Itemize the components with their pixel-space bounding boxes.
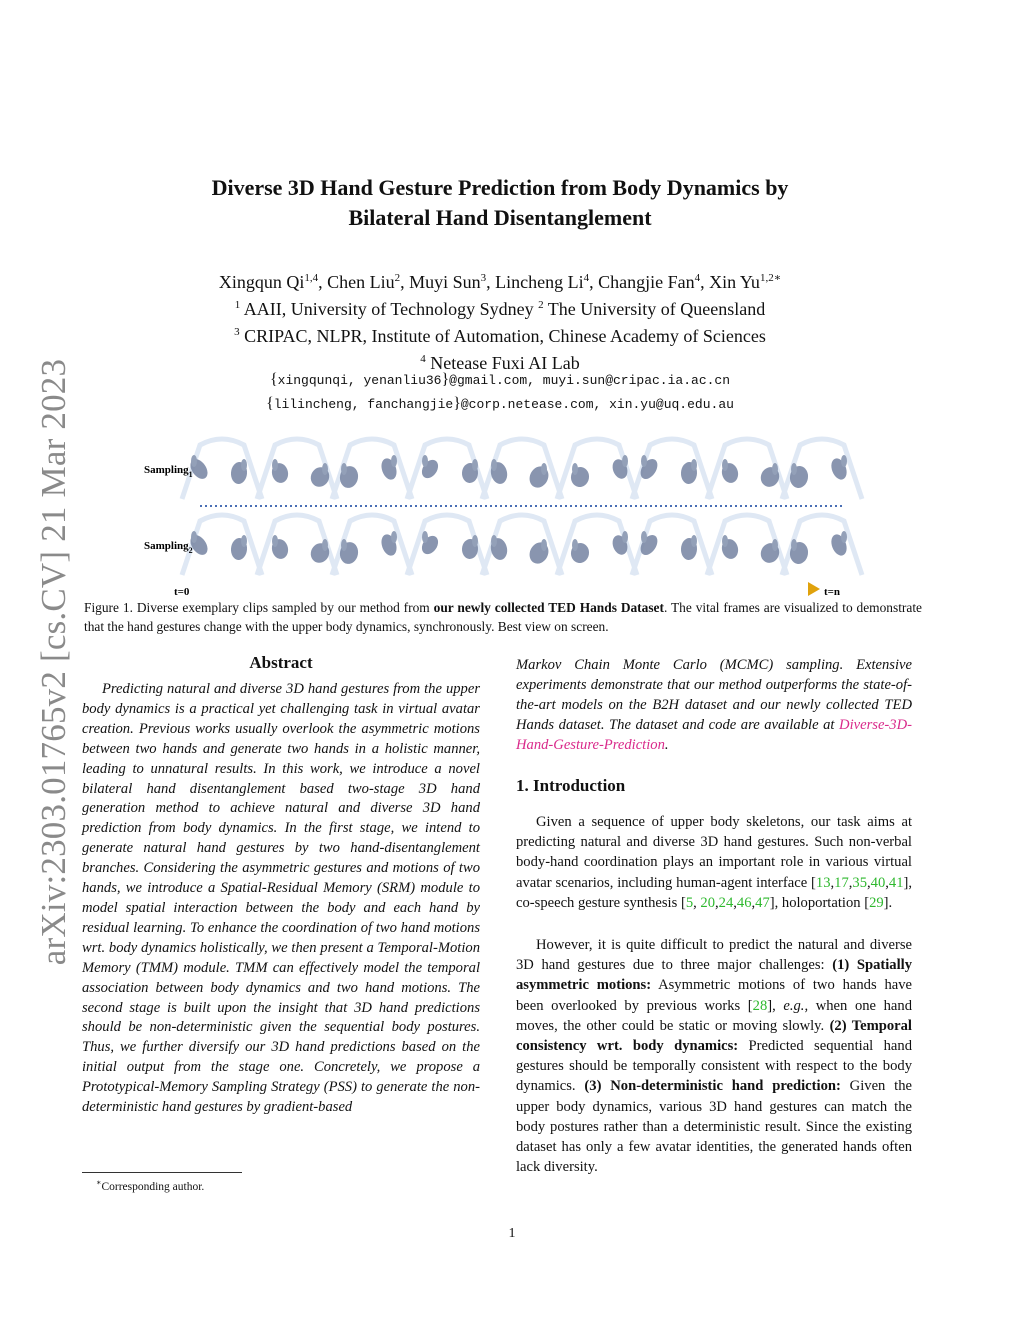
author-name: Changjie Fan <box>598 272 695 292</box>
intro-text: ], co-speech gesture synthesis [ <box>516 874 912 911</box>
hand-finger <box>341 463 347 475</box>
hand-finger <box>572 463 578 475</box>
caption-text: Figure 1. Diverse exemplary clips sampled by our method from <box>84 600 434 615</box>
author-affiliation: 4 <box>694 272 701 284</box>
paper-title <box>150 173 850 233</box>
intro-paragraph-1: Given a sequence of upper body skeletons, our task aims at predicting natural and diverse 3D hand gestures. Such non-verbal body-hand coordination plays an important role in various virtual avatar scenarios, including human-agent interface [13,17,35,40,41], co-speech gesture synthesis [5, 20,24,46,47], holoportation [29]. <box>516 814 912 911</box>
hand-mesh <box>526 463 552 491</box>
hand-mesh <box>526 539 552 567</box>
citation-link[interactable]: 35 <box>852 874 867 891</box>
abstract-body: Predicting natural and diverse 3D hand gestures from the upper body dynamics is a practical yet challenging task in virtual avatar creation. Previous works usually overlook the asymmetric motions between two hands and generate two hands in a holistic manner, leading to unnatural results. In this work, we introduce a novel bilateral hand disentanglement based two-stage 3D hand generation method to achieve natural and diverse 3D hand prediction from body dynamics. In the first stage, we intend to generate natural hand gestures by two hand-disentanglement branches. Considering the asymmetric gestures and motions of two hands, we introduce a Spatial-Residual Memory (SRM) module to model spatial interaction between the body and each hand by residual learning. To enhance the coordination of two hand motions wrt. body dynamics holistically, we then present a Temporal-Motion Memory (TMM) module. TMM can effectively model the temporal association between body dynamics and two hand motions. The second stage is built upon the insight that 3D hand predictions should be non-deterministic given the sequential body postures. Thus, we further diversify our 3D hand predictions based on the initial output from the stage one. Concretely, we propose a Prototypical-Memory Sampling Strategy (PSS) to generate the non-deterministic hand gestures by gradient-based <box>82 681 480 1116</box>
hand-finger <box>772 539 778 551</box>
intro-text: ], <box>767 997 784 1014</box>
hand-finger <box>841 531 847 543</box>
challenge-1: (1) Spatially asymmetric motions: <box>516 957 912 994</box>
email-block <box>110 368 890 416</box>
citation-link[interactable]: 41 <box>888 874 904 891</box>
hand-finger <box>472 459 478 471</box>
email-line-1 <box>110 368 890 392</box>
citation-link[interactable]: 17 <box>834 874 849 891</box>
author-affiliation: 2 <box>394 272 401 284</box>
author-affiliation: 1,2∗ <box>759 272 782 284</box>
affiliation-text: AAII, University of Technology Sydney <box>240 299 539 319</box>
citation-link[interactable]: 20 <box>700 894 715 911</box>
hand-finger <box>791 539 797 551</box>
abstract-continued-text: Markov Chain Monte Carlo (MCMC) sampling. Extensive experiments demonstrate that our method outperforms the state-of-the-art models on the B2H dataset and our newly collected TED Hands dataset. The dataset and code are available at <box>516 657 912 733</box>
caption-bold: our newly collected TED Hands Dataset <box>433 600 664 615</box>
hand-finger <box>791 463 797 475</box>
hand-finger <box>841 455 847 467</box>
author-affiliation: 1,4 <box>304 272 319 284</box>
hand-finger <box>691 535 697 547</box>
affiliation-number: 4 <box>420 353 426 365</box>
author-affiliation: 3 <box>480 272 487 284</box>
affiliation-number: 1 <box>234 299 241 311</box>
hand-finger <box>272 459 278 471</box>
hand-finger <box>322 463 328 475</box>
email-domain: @gmail.com, muyi.sun@cripac.ia.ac.cn <box>449 373 731 388</box>
affiliation-line-1 <box>110 294 890 321</box>
intro-text: when one hand moves, the other could be static or moving slowly. <box>516 997 912 1034</box>
footnote <box>96 1178 204 1193</box>
hand-finger <box>691 459 697 471</box>
row2-label: Sampling$_2$ <box>144 540 193 555</box>
author-affiliation: 4 <box>583 272 590 284</box>
hand-finger <box>422 531 428 543</box>
hand-finger <box>622 531 628 543</box>
affiliation-number: 3 <box>234 326 240 338</box>
email-domain: @corp.netease.com, xin.yu@uq.edu.au <box>460 397 734 412</box>
hand-finger <box>541 463 547 475</box>
figure-1-canvas <box>82 425 926 600</box>
citation-link[interactable]: 46 <box>736 894 752 911</box>
author-name: Xingqun Qi <box>218 272 305 292</box>
hand-finger <box>541 539 547 551</box>
hand-finger <box>491 535 497 547</box>
brace-close: } <box>453 395 461 412</box>
brace-open: { <box>266 395 274 412</box>
author-separator: , <box>400 272 410 292</box>
citation-link[interactable]: 5 <box>685 894 694 911</box>
citation-link[interactable]: 40 <box>870 874 886 891</box>
affiliation-number: 2 <box>538 299 544 311</box>
author-name: Muyi Sun <box>409 272 481 292</box>
figure-1 <box>82 425 926 600</box>
challenge-2: (2) Temporal consistency wrt. body dynamics: <box>516 1017 912 1055</box>
brace-close: } <box>441 371 450 388</box>
github-link[interactable]: Diverse-3D-Hand-Gesture-Prediction <box>516 716 912 753</box>
hand-finger <box>241 535 247 547</box>
hand-finger <box>641 531 647 543</box>
hand-finger <box>491 459 497 471</box>
hand-finger <box>341 539 347 551</box>
brace-open: { <box>269 371 278 388</box>
author-name: Xin Yu <box>709 272 760 292</box>
hand-finger <box>641 455 647 467</box>
author-block <box>110 267 890 375</box>
intro-text: Asymmetric motions of two hands have been overlooked by previous works [ <box>516 977 912 1014</box>
citation-link[interactable]: 28 <box>752 997 768 1014</box>
email-line-2 <box>110 392 890 416</box>
page-number: 1 <box>508 1226 516 1241</box>
hand-meshes <box>187 455 850 567</box>
abstract-end: . <box>664 736 669 753</box>
hand-finger <box>391 531 397 543</box>
footnote-text: Corresponding author. <box>101 1180 205 1193</box>
intro-text: However, it is quite difficult to predict the natural and diverse 3D hand gestures due to three major challenges: <box>516 937 912 974</box>
row1-label: Sampling$_1$ <box>144 464 193 479</box>
hand-finger <box>272 535 278 547</box>
affiliation-line-2 <box>110 321 890 348</box>
author-name: Chen Liu <box>327 272 395 292</box>
hand-finger <box>322 539 328 551</box>
affiliation-text: Netease Fuxi AI Lab <box>425 353 580 373</box>
author-separator: , <box>318 272 328 292</box>
author-name: Lincheng Li <box>495 272 584 292</box>
eg-italic: e.g., <box>783 997 809 1014</box>
citation-link[interactable]: 47 <box>755 894 770 911</box>
intro-text: Predicted sequential hand gestures should be temporally consistent with respect to the body dynamics. <box>516 1038 912 1095</box>
hand-finger <box>391 455 397 467</box>
hand-finger <box>772 463 778 475</box>
time-end-label: t=n <box>824 586 841 598</box>
affiliation-text: CRIPAC, NLPR, Institute of Automation, Chinese Academy of Sciences <box>239 326 766 346</box>
caption-text-2: . The vital frames are visualized to demonstrate that the hand gestures change with the upper body dynamics, synchronously. Best view on screen. <box>84 600 922 634</box>
introduction-heading: 1. Introduction <box>516 776 626 795</box>
challenge-3: (3) Non-deterministic hand prediction: <box>584 1078 841 1095</box>
abstract-heading: Abstract <box>249 653 313 672</box>
email-user-group: lilincheng, fanchangjie <box>273 397 454 412</box>
intro-text: Given the upper body dynamics, various 3D hand gestures can match the body postures rather than a deterministic result. Since the existing dataset has only a few avatar identities, the generated hands often lack diversity. <box>516 1078 912 1176</box>
hand-finger <box>722 535 728 547</box>
abstract-continued <box>516 656 912 756</box>
intro-text: ], holoportation [ <box>769 894 870 911</box>
title-line-1: Diverse 3D Hand Gesture Prediction from Body Dynamics by <box>211 175 789 200</box>
hand-finger <box>622 455 628 467</box>
timeline-arrowhead <box>808 582 820 596</box>
author-list <box>110 267 890 294</box>
citation-link[interactable]: 13 <box>815 874 831 891</box>
intro-paragraph-2 <box>516 935 912 1177</box>
time-start-label: t=0 <box>174 586 190 598</box>
author-separator: , <box>589 272 599 292</box>
email-user-group: xingqunqi, yenanliu36 <box>277 373 442 388</box>
hand-finger <box>722 459 728 471</box>
hand-finger <box>191 531 197 543</box>
author-separator: , <box>700 272 710 292</box>
footnote-rule <box>82 1172 242 1173</box>
hand-finger <box>241 459 247 471</box>
figure-caption <box>84 598 922 636</box>
intro-text: Given a sequence of upper body skeletons, our task aims at predicting natural and diverse 3D hand gestures. Such non-verbal body-hand coordination plays an important role in various virtual avatar scenarios, including human-agent interface [ <box>516 814 912 891</box>
affiliation-text: The University of Queensland <box>543 299 766 319</box>
citation-link[interactable]: 29 <box>869 894 884 911</box>
hand-finger <box>422 455 428 467</box>
intro-text: ]. <box>883 894 893 911</box>
hand-finger <box>572 539 578 551</box>
hand-finger <box>191 455 197 467</box>
hand-finger <box>472 535 478 547</box>
title-line-2: Bilateral Hand Disentanglement <box>348 205 652 230</box>
citation-link[interactable]: 24 <box>718 894 734 911</box>
author-separator: , <box>486 272 496 292</box>
arxiv-id: arXiv:2303.01765v2 [cs.CV] 21 Mar 2023 <box>34 358 73 966</box>
footnote-mark: ∗ <box>96 1178 102 1187</box>
